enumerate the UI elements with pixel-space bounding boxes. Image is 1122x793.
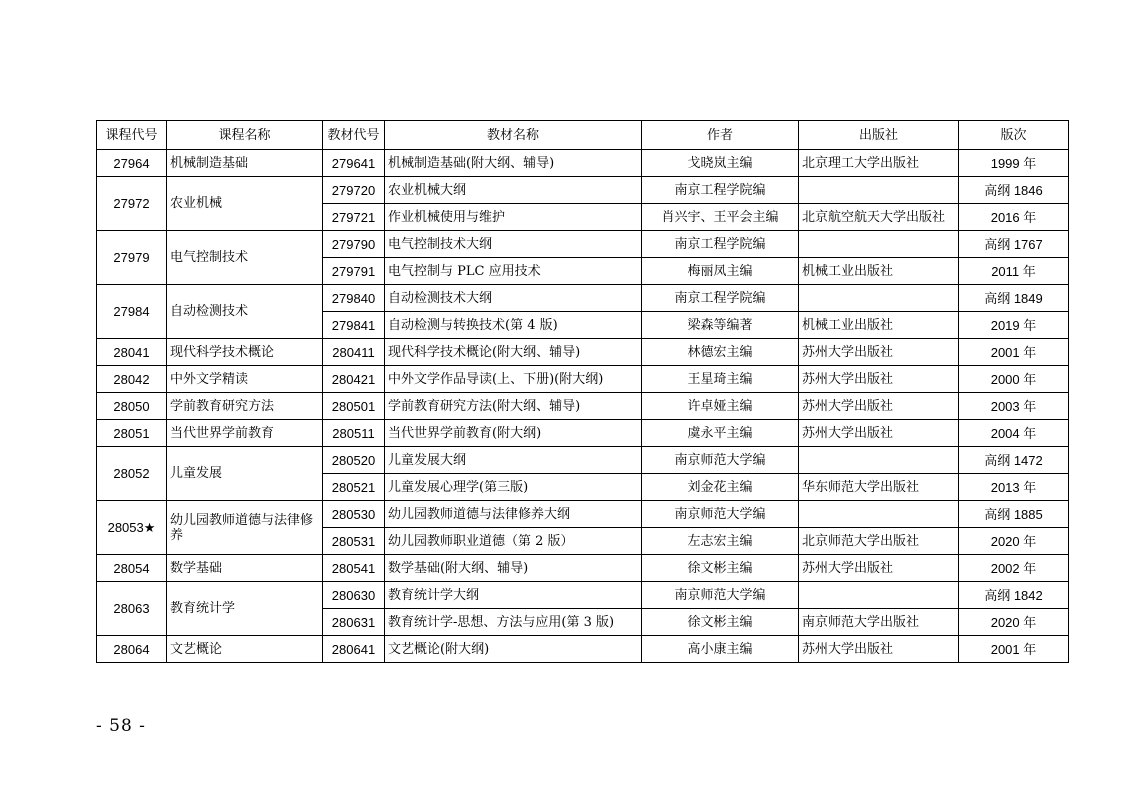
course-code-cell: 28063: [97, 582, 167, 636]
page-number: - 58 -: [96, 716, 146, 736]
publisher-cell: 机械工业出版社: [799, 258, 959, 285]
edition-cell: 2016 年: [959, 204, 1069, 231]
course-name-cell: 幼儿园教师道德与法律修养: [167, 501, 323, 555]
author-cell: 梅丽凤主编: [642, 258, 799, 285]
table-row: [97, 501, 1069, 528]
publisher-cell: [799, 447, 959, 474]
course-code-cell: 28053★: [97, 501, 167, 555]
table-row: [97, 582, 1069, 609]
table-row: [97, 339, 1069, 366]
book-name-cell: 教育统计学大纲: [385, 582, 642, 609]
book-name-cell: 文艺概论(附大纲): [385, 636, 642, 663]
book-code-cell: 280501: [323, 393, 385, 420]
table-row: [97, 393, 1069, 420]
table-row: [97, 420, 1069, 447]
author-cell: 徐文彬主编: [642, 555, 799, 582]
table-row: [97, 285, 1069, 312]
book-name-cell: 机械制造基础(附大纲、辅导): [385, 150, 642, 177]
course-code-cell: 28064: [97, 636, 167, 663]
publisher-cell: [799, 177, 959, 204]
publisher-cell: 南京师范大学出版社: [799, 609, 959, 636]
book-code-cell: 280520: [323, 447, 385, 474]
book-code-cell: 279791: [323, 258, 385, 285]
author-cell: 南京师范大学编: [642, 501, 799, 528]
book-name-cell: 当代世界学前教育(附大纲): [385, 420, 642, 447]
book-name-cell: 现代科学技术概论(附大纲、辅导): [385, 339, 642, 366]
course-name-cell: 文艺概论: [167, 636, 323, 663]
publisher-cell: 苏州大学出版社: [799, 393, 959, 420]
book-name-cell: 中外文学作品导读(上、下册)(附大纲): [385, 366, 642, 393]
book-code-cell: 280421: [323, 366, 385, 393]
course-code-cell: 27964: [97, 150, 167, 177]
book-name-cell: 自动检测技术大纲: [385, 285, 642, 312]
table-row: [97, 447, 1069, 474]
edition-cell: 2004 年: [959, 420, 1069, 447]
course-name-cell: 当代世界学前教育: [167, 420, 323, 447]
author-cell: 王星琦主编: [642, 366, 799, 393]
publisher-cell: [799, 582, 959, 609]
course-code-cell: 27984: [97, 285, 167, 339]
edition-cell: 高纲 1849: [959, 285, 1069, 312]
publisher-cell: [799, 285, 959, 312]
course-name-cell: 教育统计学: [167, 582, 323, 636]
course-name-cell: 儿童发展: [167, 447, 323, 501]
course-code-cell: 28051: [97, 420, 167, 447]
book-code-cell: 279790: [323, 231, 385, 258]
book-name-cell: 儿童发展大纲: [385, 447, 642, 474]
edition-cell: 2001 年: [959, 636, 1069, 663]
course-code-cell: 28054: [97, 555, 167, 582]
author-cell: 南京工程学院编: [642, 177, 799, 204]
edition-cell: 2011 年: [959, 258, 1069, 285]
book-code-cell: 280641: [323, 636, 385, 663]
publisher-cell: 机械工业出版社: [799, 312, 959, 339]
publisher-cell: 北京航空航天大学出版社: [799, 204, 959, 231]
book-name-cell: 农业机械大纲: [385, 177, 642, 204]
course-code-cell: 28052: [97, 447, 167, 501]
author-cell: 许卓娅主编: [642, 393, 799, 420]
book-name-cell: 自动检测与转换技术(第 4 版): [385, 312, 642, 339]
author-cell: 左志宏主编: [642, 528, 799, 555]
book-code-cell: 280630: [323, 582, 385, 609]
header-book-code: 教材代号: [323, 121, 385, 150]
book-code-cell: 280541: [323, 555, 385, 582]
author-cell: 肖兴宇、王平会主编: [642, 204, 799, 231]
author-cell: 梁森等编著: [642, 312, 799, 339]
book-name-cell: 数学基础(附大纲、辅导): [385, 555, 642, 582]
book-code-cell: 280521: [323, 474, 385, 501]
edition-cell: 高纲 1885: [959, 501, 1069, 528]
author-cell: 徐文彬主编: [642, 609, 799, 636]
author-cell: 南京工程学院编: [642, 231, 799, 258]
header-course-code: 课程代号: [97, 121, 167, 150]
header-publisher: 出版社: [799, 121, 959, 150]
header-author: 作者: [642, 121, 799, 150]
table-row: [97, 231, 1069, 258]
table-body: [97, 150, 1069, 663]
edition-cell: 2003 年: [959, 393, 1069, 420]
edition-cell: 高纲 1842: [959, 582, 1069, 609]
publisher-cell: 苏州大学出版社: [799, 366, 959, 393]
table-header-row: [97, 121, 1069, 150]
edition-cell: 高纲 1767: [959, 231, 1069, 258]
publisher-cell: 华东师范大学出版社: [799, 474, 959, 501]
publisher-cell: 苏州大学出版社: [799, 420, 959, 447]
course-code-cell: 27979: [97, 231, 167, 285]
textbook-table: [96, 120, 1069, 663]
edition-cell: 2002 年: [959, 555, 1069, 582]
author-cell: 戈晓岚主编: [642, 150, 799, 177]
book-code-cell: 280511: [323, 420, 385, 447]
book-name-cell: 幼儿园教师道德与法律修养大纲: [385, 501, 642, 528]
course-name-cell: 电气控制技术: [167, 231, 323, 285]
author-cell: 南京师范大学编: [642, 582, 799, 609]
book-name-cell: 幼儿园教师职业道德（第 2 版）: [385, 528, 642, 555]
book-code-cell: 280631: [323, 609, 385, 636]
book-name-cell: 教育统计学-思想、方法与应用(第 3 版): [385, 609, 642, 636]
book-code-cell: 279641: [323, 150, 385, 177]
book-code-cell: 280531: [323, 528, 385, 555]
publisher-cell: 北京理工大学出版社: [799, 150, 959, 177]
table-row: [97, 555, 1069, 582]
publisher-cell: [799, 231, 959, 258]
author-cell: 南京师范大学编: [642, 447, 799, 474]
course-name-cell: 中外文学精读: [167, 366, 323, 393]
course-code-cell: 28041: [97, 339, 167, 366]
author-cell: 南京工程学院编: [642, 285, 799, 312]
header-book-name: 教材名称: [385, 121, 642, 150]
table-row: [97, 177, 1069, 204]
course-name-cell: 农业机械: [167, 177, 323, 231]
publisher-cell: 苏州大学出版社: [799, 636, 959, 663]
edition-cell: 2000 年: [959, 366, 1069, 393]
course-name-cell: 机械制造基础: [167, 150, 323, 177]
author-cell: 高小康主编: [642, 636, 799, 663]
book-code-cell: 279841: [323, 312, 385, 339]
course-name-cell: 现代科学技术概论: [167, 339, 323, 366]
course-name-cell: 数学基础: [167, 555, 323, 582]
edition-cell: 2019 年: [959, 312, 1069, 339]
edition-cell: 1999 年: [959, 150, 1069, 177]
book-name-cell: 作业机械使用与维护: [385, 204, 642, 231]
book-name-cell: 电气控制技术大纲: [385, 231, 642, 258]
publisher-cell: 苏州大学出版社: [799, 339, 959, 366]
course-code-cell: 28042: [97, 366, 167, 393]
book-code-cell: 279720: [323, 177, 385, 204]
book-name-cell: 学前教育研究方法(附大纲、辅导): [385, 393, 642, 420]
book-name-cell: 电气控制与 PLC 应用技术: [385, 258, 642, 285]
table-row: [97, 150, 1069, 177]
book-name-cell: 儿童发展心理学(第三版): [385, 474, 642, 501]
edition-cell: 2013 年: [959, 474, 1069, 501]
publisher-cell: 北京师范大学出版社: [799, 528, 959, 555]
course-name-cell: 自动检测技术: [167, 285, 323, 339]
header-edition: 版次: [959, 121, 1069, 150]
edition-cell: 2020 年: [959, 609, 1069, 636]
edition-cell: 2020 年: [959, 528, 1069, 555]
author-cell: 林德宏主编: [642, 339, 799, 366]
edition-cell: 2001 年: [959, 339, 1069, 366]
edition-cell: 高纲 1472: [959, 447, 1069, 474]
course-name-cell: 学前教育研究方法: [167, 393, 323, 420]
course-code-cell: 27972: [97, 177, 167, 231]
course-code-cell: 28050: [97, 393, 167, 420]
book-code-cell: 279840: [323, 285, 385, 312]
header-course-name: 课程名称: [167, 121, 323, 150]
edition-cell: 高纲 1846: [959, 177, 1069, 204]
author-cell: 刘金花主编: [642, 474, 799, 501]
book-code-cell: 280530: [323, 501, 385, 528]
publisher-cell: 苏州大学出版社: [799, 555, 959, 582]
table-row: [97, 636, 1069, 663]
book-code-cell: 279721: [323, 204, 385, 231]
publisher-cell: [799, 501, 959, 528]
book-code-cell: 280411: [323, 339, 385, 366]
author-cell: 虞永平主编: [642, 420, 799, 447]
table-row: [97, 366, 1069, 393]
